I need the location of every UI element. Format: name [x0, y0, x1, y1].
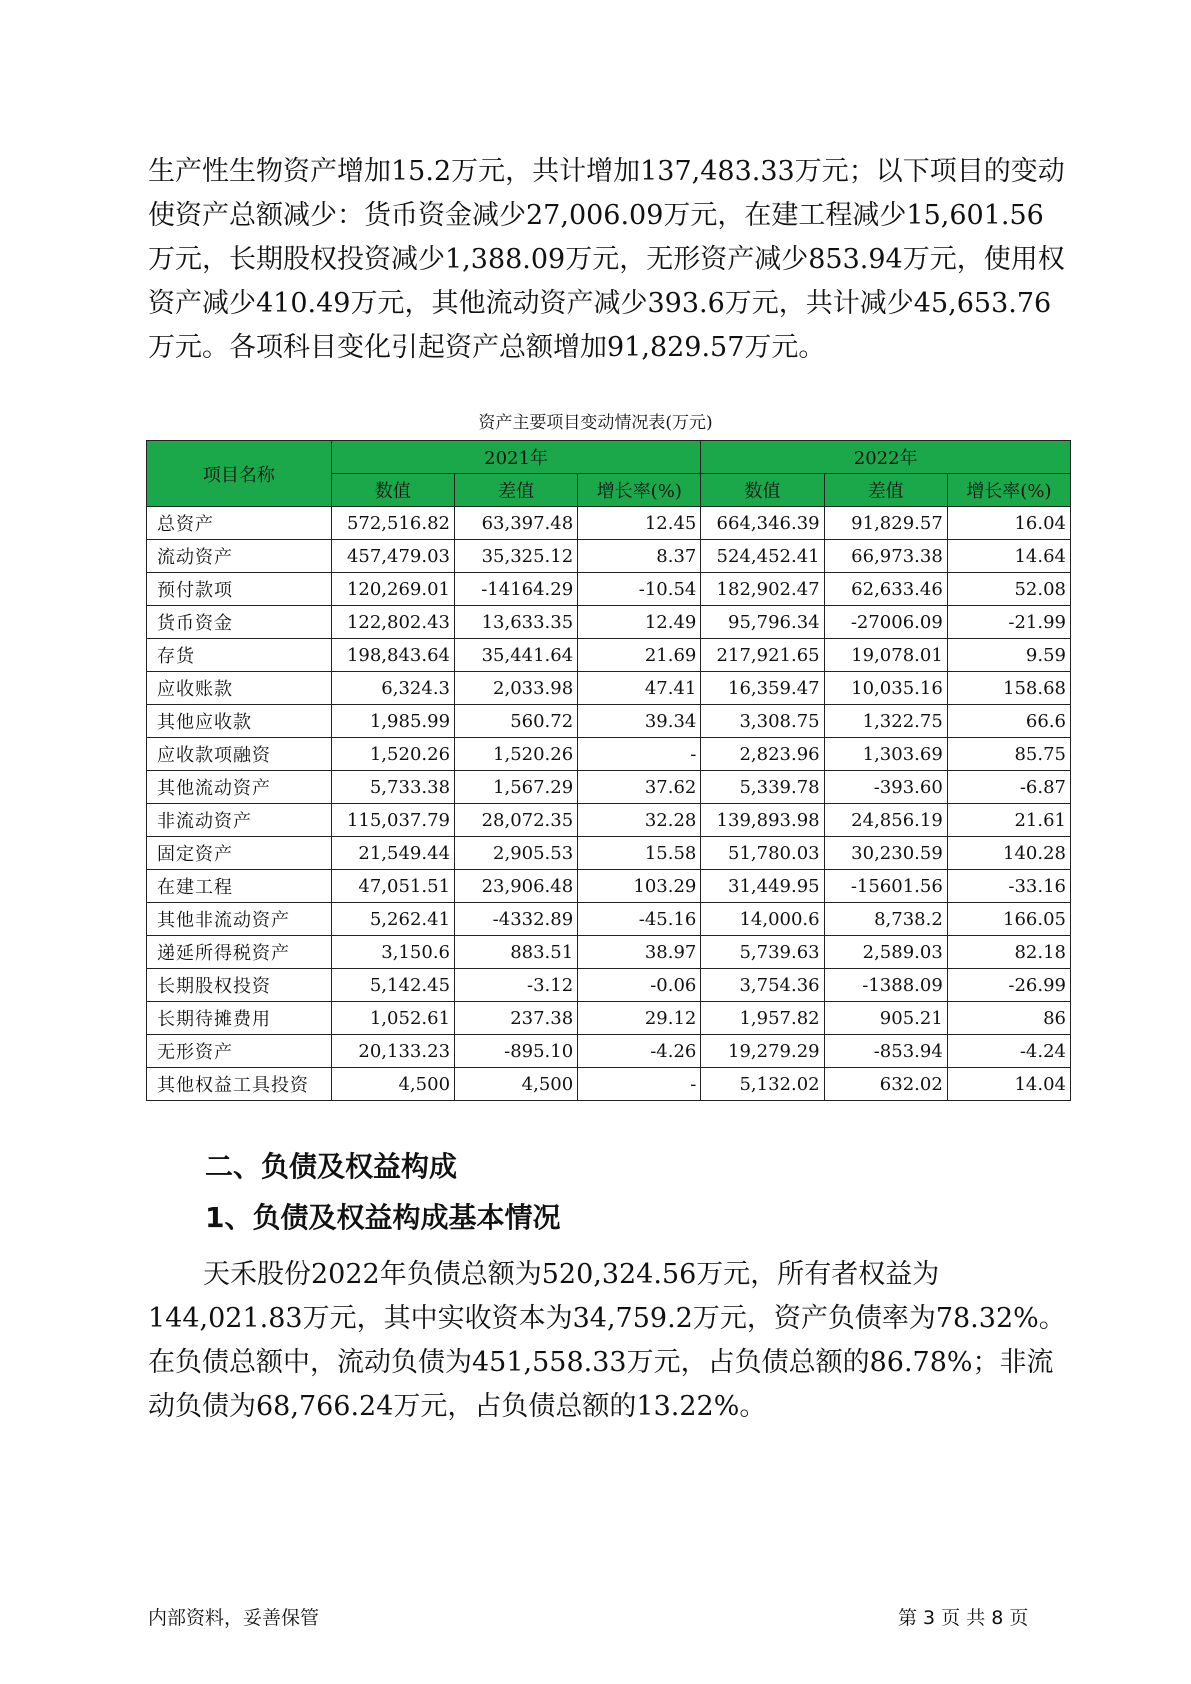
table-row — [147, 804, 1071, 837]
table-cell: 1,303.69 — [824, 738, 947, 771]
table-cell: 38.97 — [578, 936, 701, 969]
header-year-2021: 2021年 — [331, 441, 701, 474]
table-cell: 31,449.95 — [701, 870, 824, 903]
table-cell: 21,549.44 — [331, 837, 454, 870]
table-caption: 资产主要项目变动情况表(万元) — [478, 413, 713, 433]
row-label: 应收款项融资 — [147, 738, 332, 771]
row-label: 非流动资产 — [147, 804, 332, 837]
footer-confidential-note: 内部资料，妥善保管 — [148, 1607, 320, 1629]
table-cell: 1,957.82 — [701, 1002, 824, 1035]
row-label: 长期股权投资 — [147, 969, 332, 1002]
row-label: 其他流动资产 — [147, 771, 332, 804]
table-cell: 120,269.01 — [331, 573, 454, 606]
footer-page-number: 第 3 页 共 8 页 — [898, 1607, 1029, 1629]
table-cell: 664,346.39 — [701, 507, 824, 540]
table-cell: 12.49 — [578, 606, 701, 639]
table-cell: 6,324.3 — [331, 672, 454, 705]
table-cell: 5,733.38 — [331, 771, 454, 804]
row-label: 长期待摊费用 — [147, 1002, 332, 1035]
row-label: 其他权益工具投资 — [147, 1068, 332, 1101]
table-cell: 5,262.41 — [331, 903, 454, 936]
table-cell: 63,397.48 — [455, 507, 578, 540]
liability-paragraph: 天禾股份2022年负债总额为520,324.56万元，所有者权益为144,021.83万元，其中实收资本为34,759.2万元，资产负债率为78.32%。在负债总额中，流动负债为451,558.33万元，占负债总额的86.78%；非流动负债为68,766.24万元，占负债总额的13.22%。 — [148, 1259, 1066, 1422]
table-row — [147, 771, 1071, 804]
table-cell: 37.62 — [578, 771, 701, 804]
table-row — [147, 639, 1071, 672]
table-cell: 2,823.96 — [701, 738, 824, 771]
table-cell: 140.28 — [947, 837, 1070, 870]
row-label: 总资产 — [147, 507, 332, 540]
table-cell: 2,589.03 — [824, 936, 947, 969]
table-cell: 182,902.47 — [701, 573, 824, 606]
table-row — [147, 1035, 1071, 1068]
table-cell: 19,279.29 — [701, 1035, 824, 1068]
table-cell: 166.05 — [947, 903, 1070, 936]
table-cell: 39.34 — [578, 705, 701, 738]
row-label: 在建工程 — [147, 870, 332, 903]
table-cell: 5,339.78 — [701, 771, 824, 804]
table-row — [147, 1002, 1071, 1035]
table-cell: 82.18 — [947, 936, 1070, 969]
table-cell: 217,921.65 — [701, 639, 824, 672]
table-cell: 95,796.34 — [701, 606, 824, 639]
table-cell: 560.72 — [455, 705, 578, 738]
table-cell: 8,738.2 — [824, 903, 947, 936]
table-cell: 32.28 — [578, 804, 701, 837]
table-cell: 3,150.6 — [331, 936, 454, 969]
subheader-growth-rate: 增长率(%) — [947, 474, 1070, 507]
table-cell: 66,973.38 — [824, 540, 947, 573]
table-cell: -0.06 — [578, 969, 701, 1002]
table-cell: 35,441.64 — [455, 639, 578, 672]
row-label: 流动资产 — [147, 540, 332, 573]
table-cell: 3,308.75 — [701, 705, 824, 738]
row-label: 存货 — [147, 639, 332, 672]
table-cell: - — [578, 1068, 701, 1101]
table-cell: -3.12 — [455, 969, 578, 1002]
table-row — [147, 573, 1071, 606]
table-cell: 139,893.98 — [701, 804, 824, 837]
table-cell: 21.61 — [947, 804, 1070, 837]
table-cell: -27006.09 — [824, 606, 947, 639]
table-cell: -15601.56 — [824, 870, 947, 903]
table-cell: 20,133.23 — [331, 1035, 454, 1068]
table-cell: 3,754.36 — [701, 969, 824, 1002]
section-heading: 二、负债及权益构成 — [205, 1150, 458, 1183]
table-cell: 115,037.79 — [331, 804, 454, 837]
table-cell: 5,132.02 — [701, 1068, 824, 1101]
row-label: 递延所得税资产 — [147, 936, 332, 969]
row-label: 固定资产 — [147, 837, 332, 870]
table-cell: 905.21 — [824, 1002, 947, 1035]
table-cell: -393.60 — [824, 771, 947, 804]
table-cell: 13,633.35 — [455, 606, 578, 639]
table-row — [147, 903, 1071, 936]
table-row — [147, 738, 1071, 771]
table-cell: -4.26 — [578, 1035, 701, 1068]
table-row — [147, 540, 1071, 573]
table-cell: 122,802.43 — [331, 606, 454, 639]
table-cell: 1,520.26 — [455, 738, 578, 771]
table-row — [147, 837, 1071, 870]
row-label: 货币资金 — [147, 606, 332, 639]
table-cell: 19,078.01 — [824, 639, 947, 672]
table-cell: 62,633.46 — [824, 573, 947, 606]
table-cell: 1,052.61 — [331, 1002, 454, 1035]
table-cell: 51,780.03 — [701, 837, 824, 870]
table-cell: 572,516.82 — [331, 507, 454, 540]
table-cell: 1,567.29 — [455, 771, 578, 804]
table-cell: 5,739.63 — [701, 936, 824, 969]
table-cell: -14164.29 — [455, 573, 578, 606]
subheader-difference: 差值 — [824, 474, 947, 507]
subheader-difference: 差值 — [455, 474, 578, 507]
table-cell: -26.99 — [947, 969, 1070, 1002]
table-cell: 28,072.35 — [455, 804, 578, 837]
table-cell: 632.02 — [824, 1068, 947, 1101]
table-cell: 1,322.75 — [824, 705, 947, 738]
table-cell: 237.38 — [455, 1002, 578, 1035]
table-cell: -853.94 — [824, 1035, 947, 1068]
table-cell: 66.6 — [947, 705, 1070, 738]
table-cell: 14.04 — [947, 1068, 1070, 1101]
table-row — [147, 606, 1071, 639]
table-cell: -4.24 — [947, 1035, 1070, 1068]
table-cell: 524,452.41 — [701, 540, 824, 573]
table-cell: 16,359.47 — [701, 672, 824, 705]
row-label: 其他应收款 — [147, 705, 332, 738]
table-cell: -4332.89 — [455, 903, 578, 936]
table-cell: 4,500 — [331, 1068, 454, 1101]
table-row — [147, 705, 1071, 738]
table-cell: 24,856.19 — [824, 804, 947, 837]
header-year-2022: 2022年 — [701, 441, 1071, 474]
table-cell: 16.04 — [947, 507, 1070, 540]
table-cell: 198,843.64 — [331, 639, 454, 672]
table-cell: 10,035.16 — [824, 672, 947, 705]
table-cell: -21.99 — [947, 606, 1070, 639]
subheader-growth-rate: 增长率(%) — [578, 474, 701, 507]
row-label: 其他非流动资产 — [147, 903, 332, 936]
intro-paragraph: 生产性生物资产增加15.2万元，共计增加137,483.33万元；以下项目的变动使资产总额减少：货币资金减少27,006.09万元，在建工程减少15,601.56万元，长期股权投资减少1,388.09万元，无形资产减少853.94万元，使用权资产减少410.49万元，其他流动资产减少393.6万元，共计减少45,653.76万元。各项科目变化引起资产总额增加91,829.57万元。 — [148, 156, 1065, 363]
table-cell: -1388.09 — [824, 969, 947, 1002]
subheader-value: 数值 — [701, 474, 824, 507]
table-cell: 12.45 — [578, 507, 701, 540]
table-cell: 14.64 — [947, 540, 1070, 573]
table-cell: 47,051.51 — [331, 870, 454, 903]
table-cell: 47.41 — [578, 672, 701, 705]
table-cell: 8.37 — [578, 540, 701, 573]
table-cell: 35,325.12 — [455, 540, 578, 573]
table-cell: 4,500 — [455, 1068, 578, 1101]
table-cell: 14,000.6 — [701, 903, 824, 936]
table-cell: 158.68 — [947, 672, 1070, 705]
table-cell: 21.69 — [578, 639, 701, 672]
table-row — [147, 672, 1071, 705]
table-cell: 1,520.26 — [331, 738, 454, 771]
table-cell: 29.12 — [578, 1002, 701, 1035]
table-row — [147, 870, 1071, 903]
table-cell: - — [578, 738, 701, 771]
table-cell: 103.29 — [578, 870, 701, 903]
table-row — [147, 969, 1071, 1002]
table-cell: 86 — [947, 1002, 1070, 1035]
table-cell: 2,905.53 — [455, 837, 578, 870]
table-cell: 52.08 — [947, 573, 1070, 606]
header-item-name: 项目名称 — [147, 441, 332, 507]
subheader-value: 数值 — [331, 474, 454, 507]
subsection-heading: 1、负债及权益构成基本情况 — [205, 1201, 561, 1234]
table-row — [147, 1068, 1071, 1101]
row-label: 应收账款 — [147, 672, 332, 705]
table-cell: -6.87 — [947, 771, 1070, 804]
table-cell: 2,033.98 — [455, 672, 578, 705]
row-label: 无形资产 — [147, 1035, 332, 1068]
table-cell: 457,479.03 — [331, 540, 454, 573]
table-cell: 91,829.57 — [824, 507, 947, 540]
table-cell: 85.75 — [947, 738, 1070, 771]
table-cell: -45.16 — [578, 903, 701, 936]
table-cell: 15.58 — [578, 837, 701, 870]
table-cell: 30,230.59 — [824, 837, 947, 870]
table-cell: 5,142.45 — [331, 969, 454, 1002]
asset-change-table — [146, 440, 1071, 1101]
table-cell: -895.10 — [455, 1035, 578, 1068]
table-row — [147, 936, 1071, 969]
table-cell: 9.59 — [947, 639, 1070, 672]
row-label: 预付款项 — [147, 573, 332, 606]
table-cell: -33.16 — [947, 870, 1070, 903]
table-cell: -10.54 — [578, 573, 701, 606]
table-cell: 1,985.99 — [331, 705, 454, 738]
table-row — [147, 507, 1071, 540]
table-cell: 883.51 — [455, 936, 578, 969]
table-cell: 23,906.48 — [455, 870, 578, 903]
